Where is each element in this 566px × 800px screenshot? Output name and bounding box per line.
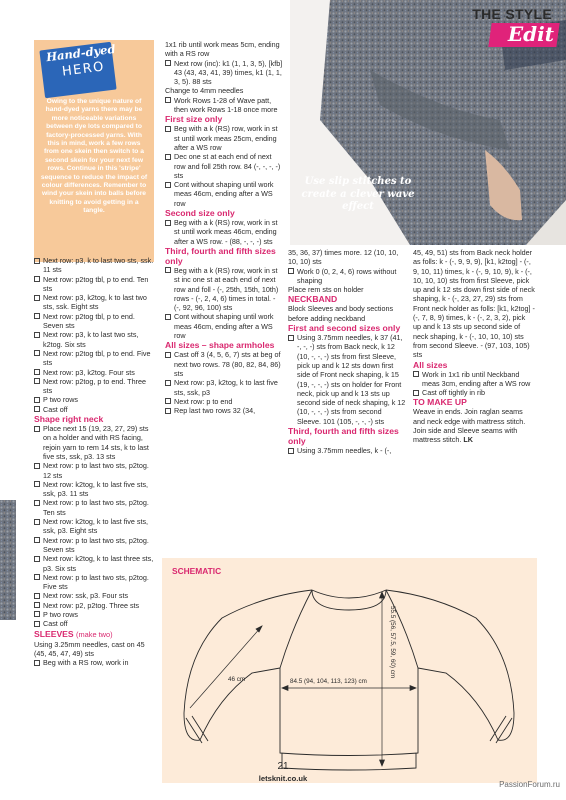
instruction-text: Work 0 (0, 2, 4, 6) rows without shaping — [297, 266, 397, 285]
instruction-step — [34, 480, 156, 499]
step-checkbox-icon — [34, 369, 40, 375]
instruction-step — [165, 180, 283, 208]
instruction-step — [34, 610, 156, 619]
instruction-step — [165, 218, 283, 246]
step-checkbox-icon — [413, 371, 419, 377]
instruction-step — [34, 601, 156, 610]
instruction-text — [165, 86, 283, 95]
page-number: 21 — [277, 761, 289, 772]
step-checkbox-icon — [288, 268, 294, 274]
instruction-text: Cast off tightly in rib — [422, 388, 485, 398]
instruction-step — [34, 275, 156, 294]
section-heading-text: All sizes – shape armholes — [165, 340, 275, 351]
instruction-text: P two rows — [43, 395, 79, 405]
instruction-step — [34, 658, 156, 667]
instruction-text: Next row: ssk, p3. Four sts — [43, 591, 129, 601]
instruction-step — [34, 498, 156, 517]
instruction-text: Next row: p to last two sts, p2tog. Five sts — [43, 572, 149, 592]
instruction-step — [34, 536, 156, 555]
step-checkbox-icon — [165, 97, 171, 103]
section-heading-text: Second size only — [165, 208, 235, 219]
step-checkbox-icon — [288, 448, 294, 454]
section-heading-text: All sizes — [413, 359, 448, 370]
section-heading-text: TO MAKE UP — [413, 397, 467, 408]
instruction-step — [34, 591, 156, 600]
instruction-step — [34, 573, 156, 592]
instruction-text: Next row: p2tog tbl, p to end. Seven sts — [43, 311, 135, 331]
step-checkbox-icon — [165, 267, 171, 273]
instruction-step — [413, 388, 535, 397]
step-checkbox-icon — [34, 397, 40, 403]
step-checkbox-icon — [165, 380, 171, 386]
step-checkbox-icon — [34, 258, 40, 264]
step-checkbox-icon — [34, 295, 40, 301]
instruction-text-body: Block Sleeves and body sections before adding neckband — [288, 304, 394, 323]
instruction-step — [165, 397, 283, 406]
section-heading-text: First and second sizes only — [288, 323, 401, 334]
instruction-step — [34, 312, 156, 331]
instruction-step — [34, 395, 156, 404]
instruction-text: Place next 15 (19, 23, 27, 29) sts on a holder and with RS facing, rejoin yarn to rem 14 sts, k to last five sts, ssk, p3. 13 sts — [43, 424, 149, 461]
step-checkbox-icon — [165, 154, 171, 160]
instruction-text-body: 1x1 rib until work meas 5cm, ending with a RS row — [165, 40, 280, 59]
instruction-text: Next row: p to last two sts, p2tog. Seven sts — [43, 535, 149, 554]
pattern-column-4 — [413, 248, 535, 445]
instruction-text: Work Rows 1-28 of Wave patt, then work Rows 1-18 once more — [174, 95, 278, 115]
section-heading-text: SLEEVES — [34, 628, 74, 639]
step-checkbox-icon — [34, 350, 40, 356]
step-checkbox-icon — [34, 378, 40, 384]
instruction-text: P two rows — [43, 609, 79, 619]
instruction-text: Work in 1x1 rib until Neckband meas 3cm, ending after a WS row — [422, 369, 531, 388]
instruction-step — [288, 267, 406, 286]
instruction-text: Next row: p to end — [174, 396, 233, 406]
instruction-step — [34, 256, 156, 275]
instruction-text: Next row: p2tog tbl, p to end. Five sts — [43, 348, 151, 368]
instruction-text: Next row: k2tog, k to last three sts, p3. Six sts — [43, 554, 154, 573]
section-heading — [413, 360, 535, 370]
instruction-text-body: Change to 4mm needles — [165, 86, 244, 96]
instruction-text: Using 3.75mm needles, k 37 (41, -, -, -) sts from Back neck, k 12 (10, -, -, -) sts from first Sleeve, pick up and k 12 sts down first side of Front neck shaping, k 15 (19, -, -, -) sts on holder for Front neck, pick up and k 13 sts up second side of neck shaping, k 12 (10, -, -, -) sts from second Sleeve. 101 (105, -, -, -) sts — [297, 333, 406, 426]
body-length-label: 55.5 (56, 57.5, 59, 60) cm — [389, 606, 396, 679]
section-heading — [165, 114, 283, 124]
instruction-text-body: 35, 36, 37) times more. 12 (10, 10, 10, 10) sts — [288, 248, 399, 267]
section-heading-text: NECKBAND — [288, 294, 338, 305]
sweater-schematic-drawing — [162, 558, 537, 783]
instruction-step — [165, 124, 283, 152]
step-checkbox-icon — [165, 398, 171, 404]
step-checkbox-icon — [34, 611, 40, 617]
instruction-text: Next row: p3, k to last two sts, k2tog. Six sts — [43, 330, 139, 349]
step-checkbox-icon — [34, 276, 40, 282]
step-checkbox-icon — [34, 660, 40, 666]
step-checkbox-icon — [34, 332, 40, 338]
instruction-step — [165, 406, 283, 415]
instruction-text: Beg with a RS row, work in — [43, 658, 129, 668]
instruction-text — [413, 248, 535, 360]
pattern-column-3 — [288, 248, 406, 455]
pattern-column-1 — [34, 256, 156, 667]
site-url: letsknit.co.uk — [258, 774, 308, 783]
instruction-step — [34, 619, 156, 628]
instruction-step — [34, 424, 156, 461]
step-checkbox-icon — [34, 519, 40, 525]
instruction-text: Rep last two rows 32 (34, — [174, 406, 256, 416]
instruction-text: Using 3.75mm needles, k - (-, — [297, 446, 392, 456]
instruction-text: Next row: p3, k2tog, k to last five sts, ssk, p3 — [174, 378, 278, 397]
step-checkbox-icon — [34, 313, 40, 319]
instruction-step — [34, 405, 156, 414]
instruction-step — [165, 312, 283, 340]
instruction-text: Next row: k2tog, k to last five sts, ssk, p3. Eight sts — [43, 517, 149, 536]
section-tag-edit: Edit — [507, 22, 554, 46]
instruction-text: Cont without shaping until work meas 46cm, ending after a WS row — [174, 180, 274, 208]
instruction-text: Cast off — [43, 619, 68, 629]
section-heading-text: Third, fourth and fifth sizes only — [165, 245, 276, 266]
instruction-step — [165, 378, 283, 397]
section-heading — [34, 629, 156, 640]
end-mark: LK — [463, 435, 473, 445]
section-tag-the-style: THE STYLE — [472, 6, 552, 22]
instruction-text: Next row: p3, k2tog, k to last two sts, ssk. Eight sts — [43, 293, 147, 312]
instruction-step — [165, 152, 283, 180]
section-heading — [288, 323, 406, 333]
instruction-text — [288, 285, 406, 294]
instruction-text — [288, 248, 406, 267]
hero-title-line2: HERO — [61, 59, 106, 80]
step-checkbox-icon — [165, 220, 171, 226]
instruction-text: Cont without shaping until work meas 46cm, ending after a WS row — [174, 312, 274, 341]
instruction-text: Next row: k2tog, k to last five sts, ssk, p3. 11 sts — [43, 479, 149, 499]
knit-swatch-edge — [0, 500, 16, 620]
instruction-text: Next row: p to last two sts, p2tog. Ten sts — [43, 498, 149, 517]
step-checkbox-icon — [34, 406, 40, 412]
step-checkbox-icon — [288, 335, 294, 341]
instruction-text: Next row: p to last two sts, p2tog. 12 sts — [43, 461, 149, 480]
step-checkbox-icon — [34, 602, 40, 608]
instruction-text: Next row: p2tog, p to end. Three sts — [43, 376, 146, 396]
instruction-text-body: Weave in ends. Join raglan seams and neck edge with mattress stitch. Join side and Sleeve seams with mattress stitch. — [413, 407, 526, 445]
instruction-text-body: 45, 49, 51) sts from Back neck holder as folls: k - (-, 9, 9, 9), [k1, k2tog] - (-, 9, 10, 11) times, k - (-, 9, 10, 9), k - (-, 10, 10, 10) sts from first Sleeve, pick up and k 12 sts down first side of neck shaping, k - (-, 23, 27, 29) sts from Front neck holder as folls: [k1, k2tog] - (-, 7, 8, 9) times, k - (-, 2, 3, 2), pick up and k 13 sts up second side of neck shaping, k - (-, 10, 10, 10) sts from second Sleeve. - (97, 103, 105) sts — [413, 248, 535, 360]
step-checkbox-icon — [165, 60, 171, 66]
section-heading-note: (make two) — [76, 629, 113, 639]
instruction-text: Beg with a k (RS) row, work in st st until work meas 46cm, ending after a WS row. - (88, -, -, -) sts — [174, 218, 278, 246]
instruction-step — [288, 333, 406, 426]
instruction-step — [34, 461, 156, 480]
step-checkbox-icon — [34, 556, 40, 562]
instruction-step — [413, 370, 535, 389]
section-heading — [165, 208, 283, 218]
instruction-text: Next row (inc): k1 (1, 1, 3, 5), [kfb] 43 (43, 43, 41, 39) times, k1 (1, 1, 3, 5). 88 sts — [174, 58, 283, 87]
step-checkbox-icon — [165, 126, 171, 132]
section-heading — [34, 414, 156, 424]
step-checkbox-icon — [34, 500, 40, 506]
instruction-text: Dec one st at each end of next row and foll 25th row. 84 (-, -, -, -) sts — [174, 152, 281, 180]
hand-dyed-hero-panel — [34, 40, 154, 262]
instruction-text: Cast off — [43, 404, 68, 414]
step-checkbox-icon — [34, 537, 40, 543]
instruction-step — [34, 517, 156, 536]
section-heading-text: Shape right neck — [34, 414, 104, 425]
schematic-panel — [162, 558, 537, 783]
instruction-text: Beg with a k (RS) row, work in st st until work meas 25cm, ending after a WS row — [174, 124, 278, 152]
instruction-step — [165, 350, 283, 378]
instruction-step — [34, 330, 156, 349]
pattern-column-2 — [165, 40, 283, 415]
chest-width-label: 84.5 (94, 104, 113, 123) cm — [290, 678, 367, 685]
section-heading-text: First size only — [165, 114, 223, 125]
section-heading — [413, 397, 535, 407]
instruction-step — [34, 554, 156, 573]
step-checkbox-icon — [165, 182, 171, 188]
instruction-step — [165, 59, 283, 87]
instruction-step — [34, 349, 156, 368]
step-checkbox-icon — [165, 408, 171, 414]
hero-title-line1: Hand-dyed — [45, 41, 117, 65]
section-heading-text: Third, fourth and fifth sizes only — [288, 426, 399, 447]
instruction-step — [165, 96, 283, 115]
step-checkbox-icon — [413, 390, 419, 396]
section-tag — [430, 6, 566, 48]
section-heading — [165, 246, 283, 266]
section-heading — [288, 294, 406, 304]
step-checkbox-icon — [34, 426, 40, 432]
instruction-text: Next row: p2tog tbl, p to end. Ten sts — [43, 274, 149, 293]
sleeve-length-label: 46 cm — [228, 676, 246, 683]
instruction-text: Next row: p3, k2tog. Four sts — [43, 367, 135, 377]
watermark: PassionForum.ru — [499, 780, 560, 789]
instruction-text-body: Using 3.25mm needles, cast on 45 (45, 45, 47, 49) sts — [34, 639, 145, 658]
step-checkbox-icon — [165, 352, 171, 358]
instruction-step — [34, 377, 156, 396]
instruction-text — [34, 640, 156, 659]
step-checkbox-icon — [34, 593, 40, 599]
instruction-text: Next row: p2, p2tog. Three sts — [43, 600, 140, 610]
schematic-title: SCHEMATIC — [172, 566, 222, 576]
instruction-step — [34, 368, 156, 377]
step-checkbox-icon — [34, 481, 40, 487]
section-heading — [288, 426, 406, 446]
instruction-step — [34, 293, 156, 312]
instruction-text: Cast off 3 (4, 5, 6, 7) sts at beg of next two rows. 78 (80, 82, 84, 86) sts — [174, 350, 281, 378]
instruction-step — [165, 266, 283, 312]
section-heading — [165, 340, 283, 350]
instruction-text: Beg with a k (RS) row, work in st st inc one st at each end of next row and foll - (-, 25th, 15th, 10th) rows - (-, 2, 4, 6) times in total. - (-, 92, 96, 100) sts — [174, 265, 279, 313]
step-checkbox-icon — [34, 621, 40, 627]
instruction-text: Next row: p3, k to last two sts, ssk. 11 sts — [43, 256, 154, 275]
instruction-text — [165, 40, 283, 59]
instruction-text-body: Place rem sts on holder — [288, 285, 364, 295]
step-checkbox-icon — [34, 574, 40, 580]
hero-body: Owing to the unique nature of hand-dyed yarns there may be more noticeable variations between dye lots compared to factory-processed yarns. With this in mind, work a few rows from one skein then switch to a second skein for your next few rows. Continue in this 'stripe' sequence to reduce the impact of colour differences. Remember to wind your skein into balls before knitting to avoid getting in a tangle. — [40, 98, 148, 215]
instruction-text — [288, 304, 406, 323]
step-checkbox-icon — [34, 463, 40, 469]
photo-caption: Use slip stitches to create a clever wave effect — [301, 176, 415, 212]
instruction-text — [413, 407, 535, 444]
instruction-step — [288, 446, 406, 455]
step-checkbox-icon — [165, 314, 171, 320]
